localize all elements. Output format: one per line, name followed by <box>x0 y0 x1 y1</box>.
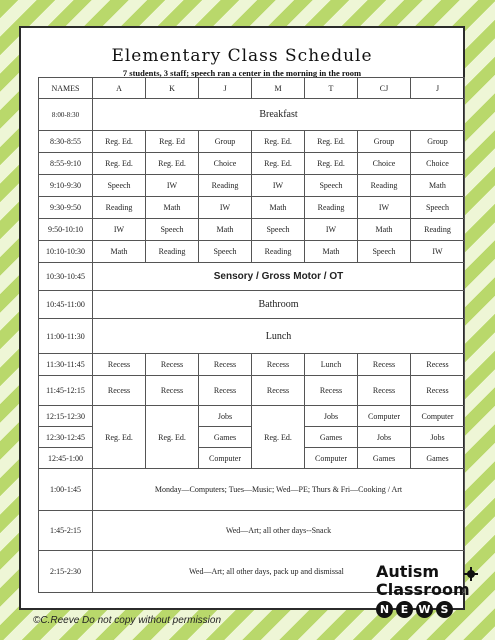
activity-cell: Math <box>93 241 146 263</box>
activity-cell: Recess <box>305 376 358 406</box>
logo-news-letter: N <box>376 601 393 618</box>
activity-cell: IW <box>252 175 305 197</box>
brand-logo <box>376 563 484 635</box>
activity-cell: IW <box>358 197 411 219</box>
activity-cell: Computer <box>305 448 358 469</box>
time-cell: 10:45-11:00 <box>39 291 93 319</box>
activity-cell: Computer <box>411 406 465 427</box>
activity-cell: Bathroom <box>93 291 465 319</box>
time-cell: 1:45-2:15 <box>39 511 93 551</box>
activity-cell: Reg. Ed. <box>252 153 305 175</box>
schedule-sheet <box>19 26 465 610</box>
header-cell: A <box>93 78 146 99</box>
activity-cell: Monday—Computers; Tues—Music; Wed—PE; Thurs & Fri—Cooking / Art <box>93 469 465 511</box>
activity-cell: Choice <box>199 153 252 175</box>
activity-cell: IW <box>146 175 199 197</box>
page-title: Elementary Class Schedule <box>111 46 373 66</box>
activity-cell: Reg. Ed. <box>93 131 146 153</box>
activity-cell: Recess <box>358 354 411 376</box>
activity-cell: Speech <box>93 175 146 197</box>
activity-cell: Speech <box>411 197 465 219</box>
table-row <box>39 319 465 354</box>
time-cell: 12:30-12:45 <box>39 427 93 448</box>
time-cell: 10:10-10:30 <box>39 241 93 263</box>
activity-cell: Math <box>358 219 411 241</box>
activity-cell: Reading <box>305 197 358 219</box>
activity-cell: Math <box>146 197 199 219</box>
logo-news-letter: E <box>396 601 413 618</box>
activity-cell: Jobs <box>305 406 358 427</box>
time-cell: 12:15-12:30 <box>39 406 93 427</box>
activity-cell: Speech <box>305 175 358 197</box>
activity-cell: Lunch <box>93 319 465 354</box>
time-cell: 8:00-8:30 <box>39 99 93 131</box>
table-row <box>39 354 465 376</box>
table-row <box>39 263 465 291</box>
activity-cell: Wed—Art; all other days--Snack <box>93 511 465 551</box>
activity-cell: Reg. Ed. <box>305 131 358 153</box>
activity-cell: Reg. Ed. <box>305 153 358 175</box>
activity-cell: Reg. Ed <box>146 131 199 153</box>
header-row <box>39 78 465 99</box>
activity-cell: Math <box>305 241 358 263</box>
header-cell: NAMES <box>39 78 93 99</box>
time-cell: 11:30-11:45 <box>39 354 93 376</box>
activity-cell: Recess <box>146 376 199 406</box>
activity-cell: Jobs <box>358 427 411 448</box>
activity-cell: Wed—Art; all other days, pack up and dismissal <box>93 551 465 593</box>
activity-cell: Reading <box>252 241 305 263</box>
activity-cell: Games <box>199 427 252 448</box>
header-cell: K <box>146 78 199 99</box>
table-row <box>39 406 465 427</box>
time-cell: 8:30-8:55 <box>39 131 93 153</box>
activity-cell: Games <box>411 448 465 469</box>
activity-cell: Recess <box>199 354 252 376</box>
activity-cell: Math <box>411 175 465 197</box>
activity-cell: Reading <box>93 197 146 219</box>
activity-cell: Lunch <box>305 354 358 376</box>
logo-news-letter: W <box>416 601 433 618</box>
header-cell: J <box>199 78 252 99</box>
activity-cell: IW <box>411 241 465 263</box>
activity-cell: Reading <box>358 175 411 197</box>
activity-cell: Recess <box>93 376 146 406</box>
time-cell: 9:10-9:30 <box>39 175 93 197</box>
table-row <box>39 99 465 131</box>
table-row <box>39 376 465 406</box>
copyright-notice: ©C.Reeve Do not copy without permission <box>33 615 222 626</box>
activity-cell: Jobs <box>199 406 252 427</box>
activity-cell: Reg. Ed. <box>146 153 199 175</box>
activity-cell: Reading <box>146 241 199 263</box>
table-row <box>39 153 465 175</box>
activity-cell: Recess <box>411 354 465 376</box>
activity-cell: Group <box>411 131 465 153</box>
activity-cell: Reg. Ed. <box>252 131 305 153</box>
activity-cell: Speech <box>146 219 199 241</box>
logo-line-classroom: Classroom <box>376 580 470 599</box>
activity-cell: Recess <box>358 376 411 406</box>
activity-cell: Reg. Ed. <box>93 153 146 175</box>
activity-cell: Computer <box>358 406 411 427</box>
time-cell: 8:55-9:10 <box>39 153 93 175</box>
activity-cell: Choice <box>358 153 411 175</box>
activity-cell: IW <box>305 219 358 241</box>
time-cell: 9:30-9:50 <box>39 197 93 219</box>
table-row <box>39 511 465 551</box>
activity-cell: Speech <box>252 219 305 241</box>
activity-cell: Reg. Ed. <box>252 406 305 469</box>
activity-cell: Recess <box>252 354 305 376</box>
activity-cell: Speech <box>358 241 411 263</box>
schedule-table <box>38 77 465 593</box>
activity-cell: Sensory / Gross Motor / OT <box>93 263 465 291</box>
header-cell: CJ <box>358 78 411 99</box>
activity-cell: Computer <box>199 448 252 469</box>
page-subtitle: 7 students, 3 staff; speech ran a center in the morning in the room <box>122 68 362 78</box>
table-row <box>39 469 465 511</box>
time-cell: 11:45-12:15 <box>39 376 93 406</box>
activity-cell: Recess <box>199 376 252 406</box>
activity-cell: Recess <box>252 376 305 406</box>
activity-cell: Games <box>305 427 358 448</box>
time-cell: 10:30-10:45 <box>39 263 93 291</box>
activity-cell: Recess <box>146 354 199 376</box>
activity-cell: Recess <box>411 376 465 406</box>
logo-line-autism: Autism <box>376 562 440 581</box>
logo-news-letter: S <box>436 601 453 618</box>
time-cell: 11:00-11:30 <box>39 319 93 354</box>
header-cell: J <box>411 78 465 99</box>
table-row <box>39 131 465 153</box>
activity-cell: Games <box>358 448 411 469</box>
header-cell: M <box>252 78 305 99</box>
table-row <box>39 197 465 219</box>
activity-cell: IW <box>199 197 252 219</box>
activity-cell: Choice <box>411 153 465 175</box>
table-row <box>39 175 465 197</box>
time-cell: 1:00-1:45 <box>39 469 93 511</box>
activity-cell: Reg. Ed. <box>93 406 146 469</box>
activity-cell: Speech <box>199 241 252 263</box>
time-cell: 2:15-2:30 <box>39 551 93 593</box>
activity-cell: Recess <box>93 354 146 376</box>
time-cell: 9:50-10:10 <box>39 219 93 241</box>
activity-cell: Math <box>252 197 305 219</box>
puzzle-icon <box>464 567 478 581</box>
activity-cell: IW <box>93 219 146 241</box>
table-row <box>39 241 465 263</box>
activity-cell: Group <box>199 131 252 153</box>
activity-cell: Reading <box>411 219 465 241</box>
activity-cell: Jobs <box>411 427 465 448</box>
header-cell: T <box>305 78 358 99</box>
activity-cell: Math <box>199 219 252 241</box>
activity-cell: Reg. Ed. <box>146 406 199 469</box>
activity-cell: Breakfast <box>93 99 465 131</box>
activity-cell: Reading <box>199 175 252 197</box>
time-cell: 12:45-1:00 <box>39 448 93 469</box>
logo-news <box>376 601 484 618</box>
table-row <box>39 219 465 241</box>
activity-cell: Group <box>358 131 411 153</box>
table-row <box>39 291 465 319</box>
